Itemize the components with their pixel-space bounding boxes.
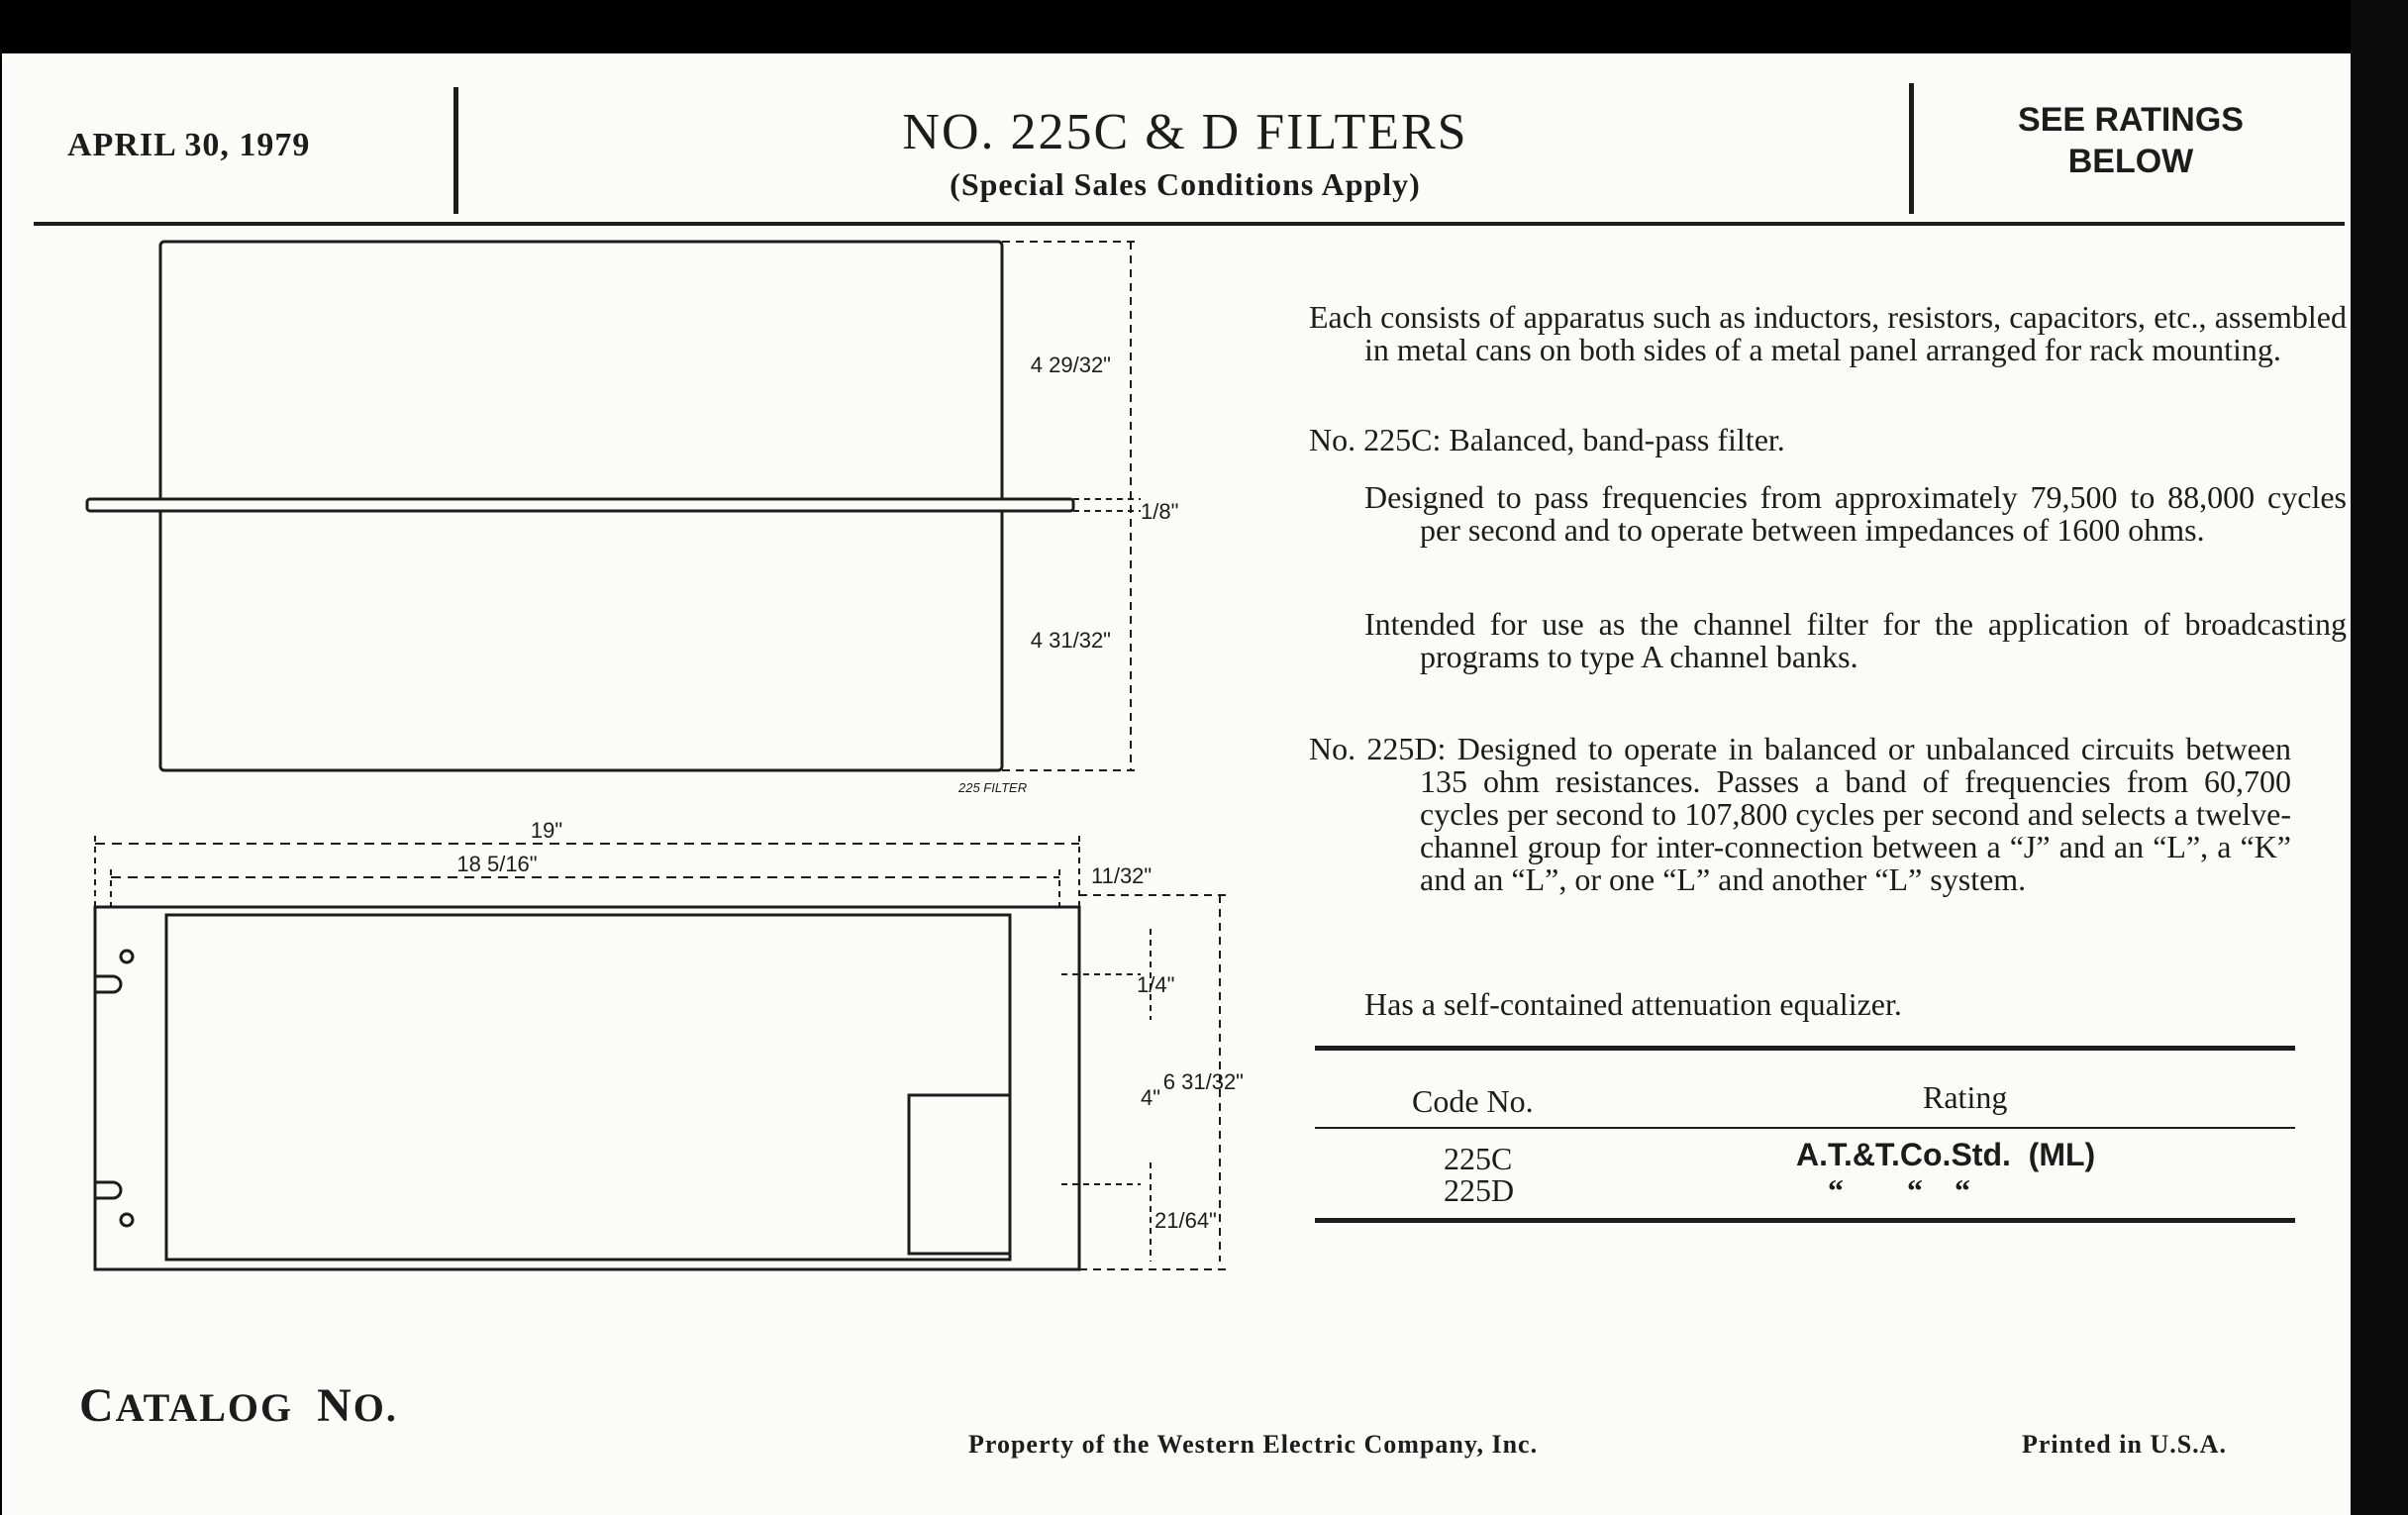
table-row-code: 225C <box>1444 1141 1513 1176</box>
model-225c-heading: No. 225C: Balanced, band-pass filter. <box>1309 422 1785 457</box>
dim-label-rail-thickness: 1/8" <box>1141 499 1179 524</box>
page-subtitle: (Special Sales Conditions Apply) <box>950 166 1421 202</box>
ratings-note-line2: BELOW <box>2067 143 2194 180</box>
table-header-rule <box>1315 1127 2295 1129</box>
dim-label-lower-height: 4 31/32" <box>1030 628 1111 653</box>
printed-in-notice: Printed in U.S.A. <box>2022 1430 2227 1459</box>
table-header-rating: Rating <box>1923 1079 2008 1115</box>
catalog-date: APRIL 30, 1979 <box>67 127 311 163</box>
terminal-box <box>909 1095 1010 1254</box>
model-225c-spec: Designed to pass frequencies from approximately 79,500 to 88,000 cycles per second and to operate between impedances of 1600 ohms. <box>1364 479 2347 548</box>
dim-label-panel-height: 6 31/32" <box>1162 1069 1244 1094</box>
panel-hole-lower <box>121 1214 133 1226</box>
ratings-note <box>1923 99 2339 182</box>
front-panel-outline <box>95 907 1079 1269</box>
dim-label-upper-height: 4 29/32" <box>1030 353 1111 377</box>
mounting-rail <box>87 499 1073 511</box>
header-divider-right <box>1909 83 1914 214</box>
table-row-rating: A.T.&T.Co.Std. (ML) <box>1796 1137 2096 1172</box>
dim-label-edge-offset: 11/32" <box>1091 863 1153 888</box>
table-header-code: Code No. <box>1412 1083 1534 1119</box>
dim-label-hole-spacing: 4" <box>1141 1085 1161 1110</box>
model-225d-description: No. 225D: Designed to operate in balanced or unbalanced circuits between 135 ohm resistances. Passes a band of frequencies from 60,700 cycles per second to 107,800 cycles per second and selects a twelve-channel group for inter-connection between a “J” and an “L”, a “K” and an “L”, or one “L” and another “L” system. <box>1309 731 2291 897</box>
scan-edge <box>2351 0 2408 1515</box>
catalog-number-label: CATALOG NO. <box>79 1379 398 1432</box>
dim-label-overall-width: 19" <box>530 818 563 843</box>
page-title: NO. 225C & D FILTERS <box>902 104 1468 160</box>
table-row-code: 225D <box>1444 1172 1515 1208</box>
dim-label-hole-offset: 1/4" <box>1137 972 1175 997</box>
panel-hole-upper <box>121 951 133 962</box>
drawing-marker: 225 FILTER <box>958 780 1028 795</box>
filter-panel-drawing <box>2 53 1269 1271</box>
equalizer-note: Has a self-contained attenuation equalizer. <box>1364 986 1902 1022</box>
table-bottom-rule <box>1315 1218 2295 1223</box>
dim-label-bottom-offset: 21/64" <box>1154 1208 1217 1233</box>
front-panel-inner <box>166 915 1010 1260</box>
table-row-rating: “ “ “ <box>1828 1172 1970 1208</box>
table-top-rule <box>1315 1046 2295 1051</box>
model-225c-use: Intended for use as the channel filter for the application of broadcasting programs to type A channel banks. <box>1364 606 2347 674</box>
dim-label-inner-width: 18 5/16" <box>456 852 538 876</box>
intro-paragraph: Each consists of apparatus such as inductors, resistors, capacitors, etc., assembled in metal cans on both sides of a metal panel arranged for rack mounting. <box>1309 299 2347 367</box>
property-notice: Property of the Western Electric Company, Inc. <box>968 1430 1539 1459</box>
catalog-card <box>2 53 2351 1515</box>
ratings-note-line1: SEE RATINGS <box>2018 101 2244 139</box>
